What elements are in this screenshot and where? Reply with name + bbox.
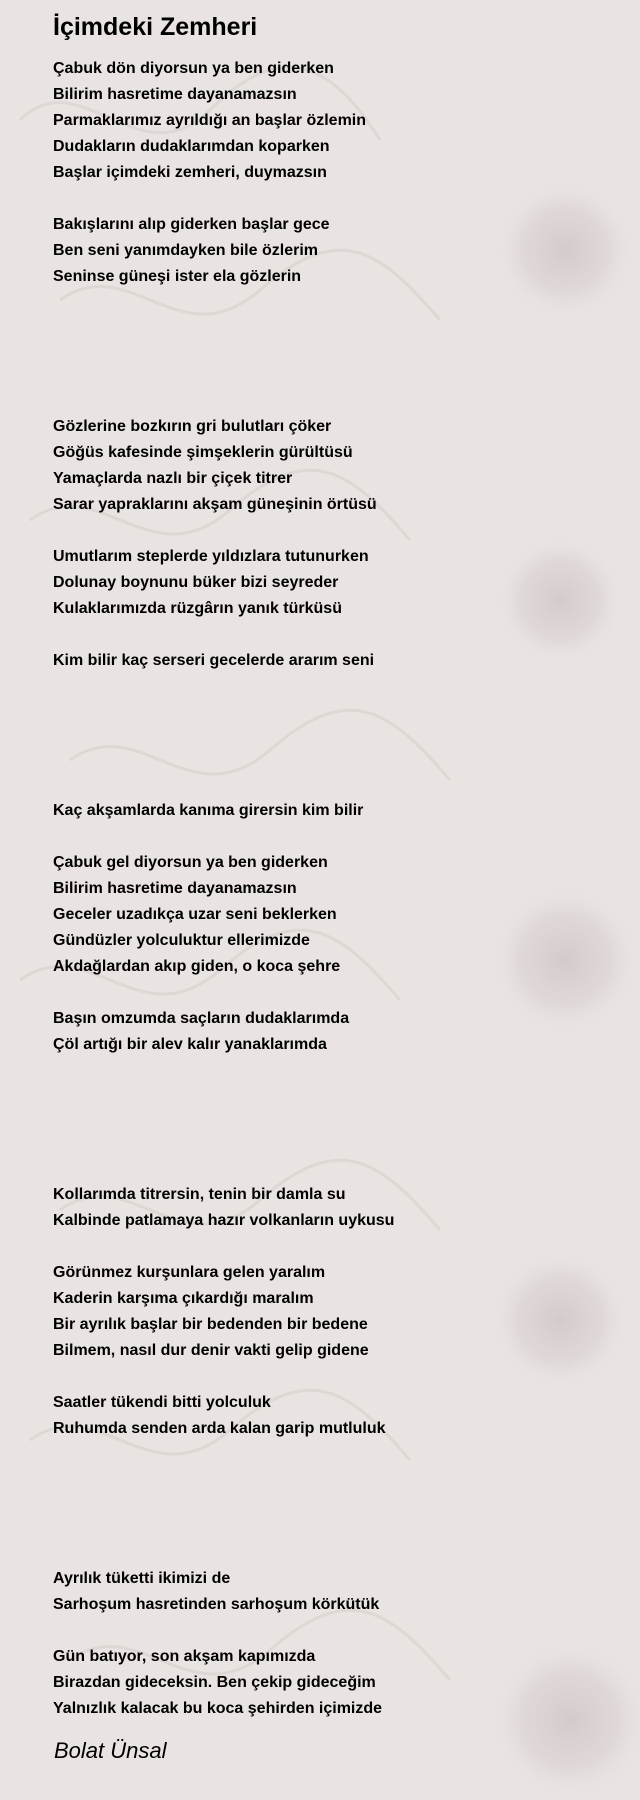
poem-line: Başlar içimdeki zemheri, duymazsın (53, 164, 327, 181)
poem-line: Yamaçlarda nazlı bir çiçek titrer (53, 470, 293, 487)
poem-line: Bilirim hasretime dayanamazsın (53, 880, 297, 897)
poem-line: Başın omzumda saçların dudaklarımda (53, 1010, 350, 1027)
stanza (53, 1260, 613, 1364)
poem-line: Akdağlardan akıp giden, o koca şehre (53, 958, 341, 975)
stanza (53, 1644, 613, 1722)
stanza (53, 544, 613, 622)
poem-line: Bir ayrılık başlar bir bedenden bir bedene (53, 1316, 368, 1333)
stanza (53, 648, 613, 674)
poem-line: Seninse güneşi ister ela gözlerin (53, 268, 302, 285)
section-spacer (53, 1468, 613, 1566)
poem-line: Parmaklarımız ayrıldığı an başlar özlemin (53, 112, 367, 129)
section-spacer (53, 700, 613, 798)
poem-line: Gözlerine bozkırın gri bulutları çöker (53, 418, 332, 435)
poem-line: Birazdan gideceksin. Ben çekip gideceğim (53, 1674, 376, 1691)
poem-line: Bilirim hasretime dayanamazsın (53, 86, 297, 103)
poem-title: İçimdeki Zemheri (53, 13, 258, 41)
poem-line: Sarhoşum hasretinden sarhoşum körkütük (53, 1596, 380, 1613)
section-spacer (53, 316, 613, 414)
poem-line: Bilmem, nasıl dur denir vakti gelip gidene (53, 1342, 369, 1359)
author-name: Bolat Ünsal (54, 1738, 167, 1763)
poem-line: Kalbinde patlamaya hazır volkanların uykusu (53, 1212, 395, 1229)
poem-line: Saatler tükendi bitti yolculuk (53, 1394, 271, 1411)
stanza (53, 56, 613, 186)
poem-line: Göğüs kafesinde şimşeklerin gürültüsü (53, 444, 353, 461)
poem-line: Gündüzler yolculuktur ellerimizde (53, 932, 310, 949)
stanza (53, 212, 613, 290)
poem-line: Çabuk dön diyorsun ya ben giderken (53, 60, 334, 77)
section-spacer (53, 1084, 613, 1182)
poem-line: Ruhumda senden arda kalan garip mutluluk (53, 1420, 386, 1437)
poem-line: Kaderin karşıma çıkardığı maralım (53, 1290, 314, 1307)
stanza (53, 798, 613, 824)
poem-container (53, 10, 613, 1748)
poem-line: Bakışlarını alıp giderken başlar gece (53, 216, 330, 233)
poem-line: Sarar yapraklarını akşam güneşinin örtüsü (53, 496, 377, 513)
poem-line: Geceler uzadıkça uzar seni beklerken (53, 906, 337, 923)
stanza (53, 1390, 613, 1442)
poem-line: Yalnızlık kalacak bu koca şehirden içimizde (53, 1700, 383, 1717)
poem-line: Çabuk gel diyorsun ya ben giderken (53, 854, 328, 871)
poem-line: Çöl artığı bir alev kalır yanaklarımda (53, 1036, 327, 1053)
stanza (53, 850, 613, 980)
poem-line: Ayrılık tüketti ikimizi de (53, 1570, 231, 1587)
poem-line: Dudakların dudaklarımdan koparken (53, 138, 330, 155)
poem-line: Kaç akşamlarda kanıma girersin kim bilir (53, 802, 364, 819)
poem-line: Kollarımda titrersin, tenin bir damla su (53, 1186, 346, 1203)
poem-line: Kim bilir kaç serseri gecelerde ararım seni (53, 652, 375, 669)
poem-line: Ben seni yanımdayken bile özlerim (53, 242, 318, 259)
poem-line: Umutlarım steplerde yıldızlara tutunurken (53, 548, 369, 565)
stanza (53, 1566, 613, 1618)
stanza (53, 1182, 613, 1234)
poem-line: Kulaklarımızda rüzgârın yanık türküsü (53, 600, 342, 617)
stanza (53, 1006, 613, 1058)
poem-line: Gün batıyor, son akşam kapımızda (53, 1648, 316, 1665)
poem-line: Dolunay boynunu büker bizi seyreder (53, 574, 339, 591)
poem-line: Görünmez kurşunlara gelen yaralım (53, 1264, 326, 1281)
stanza (53, 414, 613, 518)
